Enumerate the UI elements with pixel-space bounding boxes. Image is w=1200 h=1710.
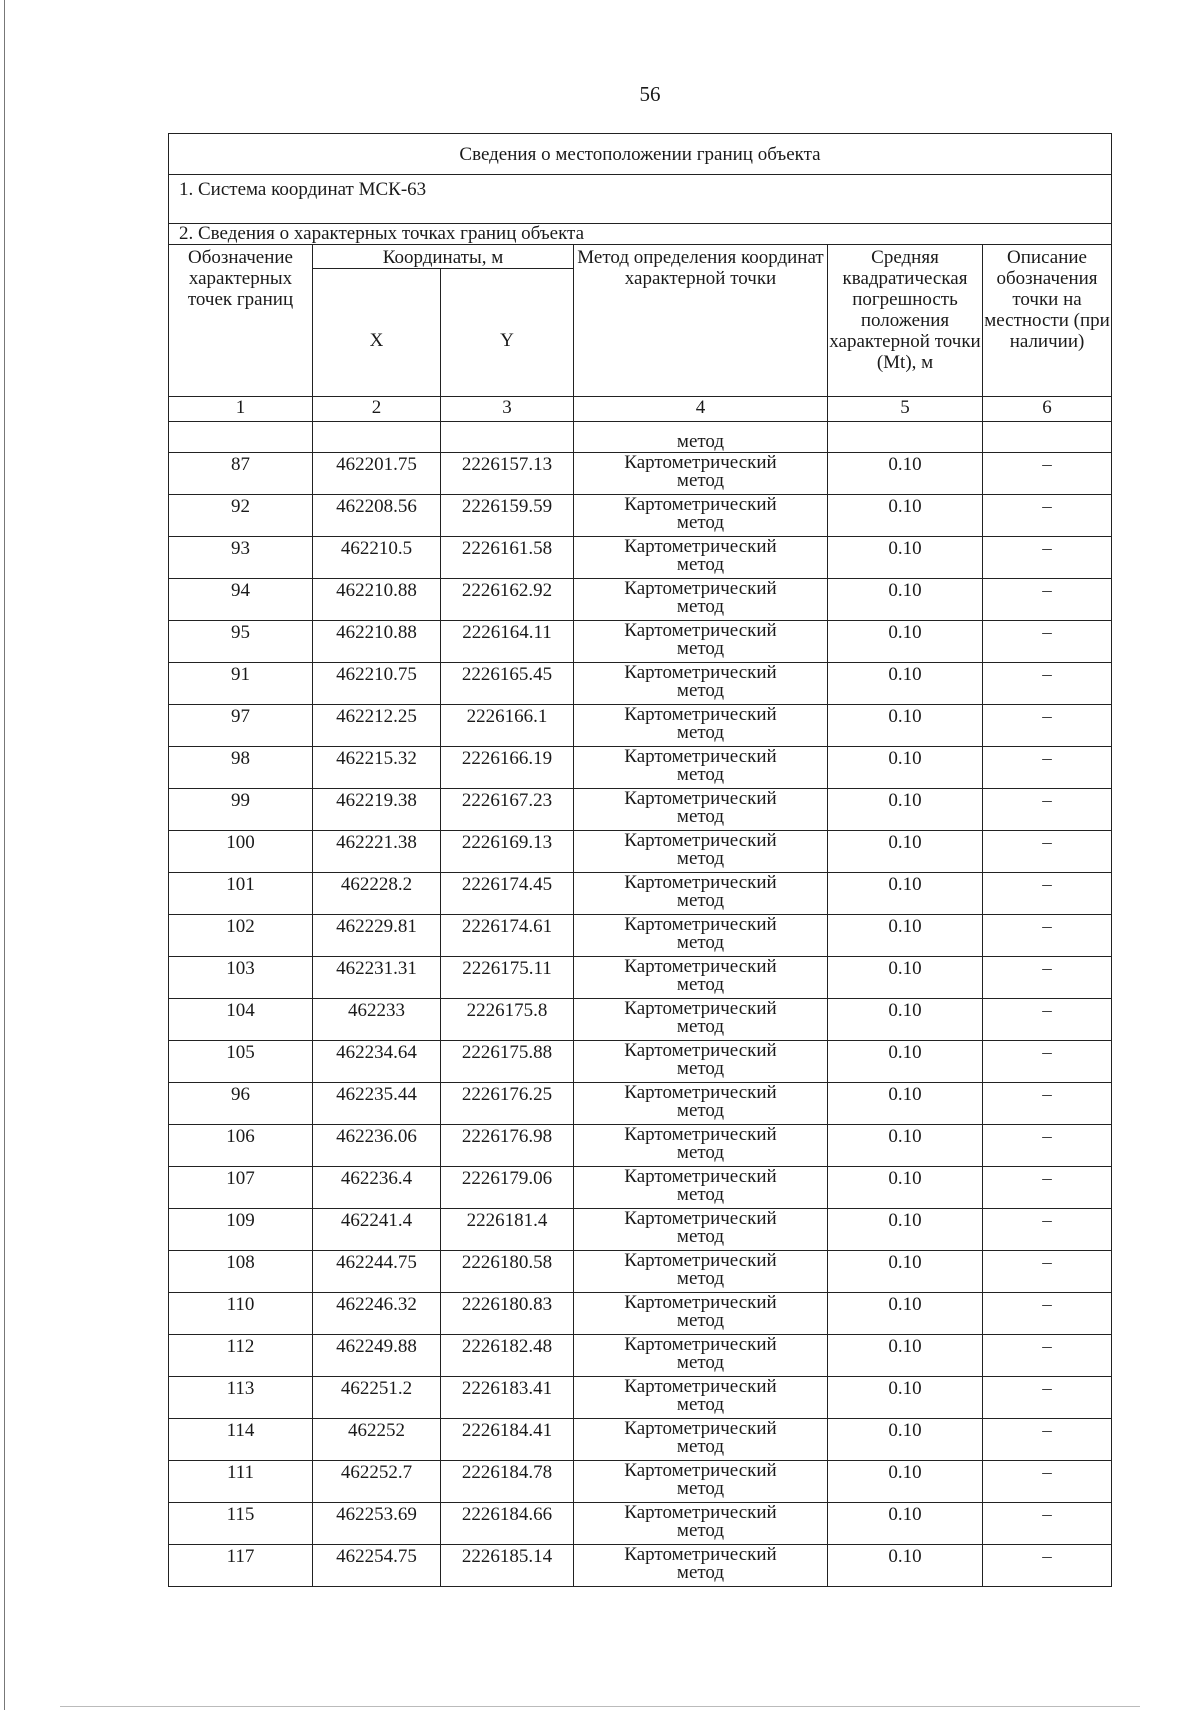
error-cell: 0.10	[828, 1209, 983, 1251]
error-cell: 0.10	[828, 1293, 983, 1335]
description-cell: –	[983, 1293, 1112, 1335]
table-row	[169, 663, 1112, 705]
x-cell: 462221.38	[313, 831, 441, 873]
header-y: Y	[441, 269, 574, 397]
method-cell	[574, 495, 828, 537]
description-cell: –	[983, 1461, 1112, 1503]
y-cell: 2226181.4	[441, 1209, 574, 1251]
error-cell: 0.10	[828, 453, 983, 495]
method-line-2: метод	[676, 1394, 725, 1415]
error-cell: 0.10	[828, 1461, 983, 1503]
method-cell	[574, 1293, 828, 1335]
method-cell	[574, 789, 828, 831]
method-cell	[574, 999, 828, 1041]
description-cell: –	[983, 1041, 1112, 1083]
table-row	[169, 1167, 1112, 1209]
description-cell: –	[983, 915, 1112, 957]
method-line-2: метод	[676, 974, 725, 995]
table-row	[169, 1461, 1112, 1503]
description-cell: –	[983, 495, 1112, 537]
method-cell	[574, 1251, 828, 1293]
header-point-designation: Обозначение характерных точек границ	[169, 245, 313, 397]
y-cell: 2226180.58	[441, 1251, 574, 1293]
table-title: Сведения о местоположении границ объекта	[169, 134, 1112, 175]
method-cell	[574, 537, 828, 579]
point-cell: 117	[169, 1545, 313, 1587]
method-line-2: метод	[676, 1268, 725, 1289]
point-cell: 112	[169, 1335, 313, 1377]
method-line-2: метод	[676, 1436, 725, 1457]
table-row	[169, 873, 1112, 915]
y-cell: 2226174.45	[441, 873, 574, 915]
method-cell	[574, 579, 828, 621]
y-cell: 2226179.06	[441, 1167, 574, 1209]
x-cell: 462210.75	[313, 663, 441, 705]
method-line-1: Картометрический	[624, 578, 777, 599]
description-cell: –	[983, 705, 1112, 747]
point-cell: 108	[169, 1251, 313, 1293]
column-number: 3	[441, 397, 574, 422]
table-row	[169, 1251, 1112, 1293]
description-cell: –	[983, 789, 1112, 831]
point-cell: 93	[169, 537, 313, 579]
y-cell: 2226176.25	[441, 1083, 574, 1125]
method-line-1: Картометрический	[624, 872, 777, 893]
description-cell: –	[983, 1545, 1112, 1587]
method-line-1: Картометрический	[624, 494, 777, 515]
method-cell	[574, 1545, 828, 1587]
method-line-2: метод	[676, 1226, 725, 1247]
y-cell: 2226175.8	[441, 999, 574, 1041]
carryover-method: метод	[574, 422, 828, 453]
method-cell	[574, 1209, 828, 1251]
description-cell: –	[983, 1335, 1112, 1377]
method-cell	[574, 1335, 828, 1377]
y-cell: 2226166.19	[441, 747, 574, 789]
method-line-1: Картометрический	[624, 620, 777, 641]
point-cell: 115	[169, 1503, 313, 1545]
y-cell: 2226175.88	[441, 1041, 574, 1083]
table-row	[169, 1209, 1112, 1251]
description-cell: –	[983, 999, 1112, 1041]
y-cell: 2226184.78	[441, 1461, 574, 1503]
point-cell: 107	[169, 1167, 313, 1209]
error-cell: 0.10	[828, 537, 983, 579]
table-row	[169, 831, 1112, 873]
method-line-1: Картометрический	[624, 1124, 777, 1145]
x-cell: 462215.32	[313, 747, 441, 789]
error-cell: 0.10	[828, 1377, 983, 1419]
point-cell: 103	[169, 957, 313, 999]
point-cell: 110	[169, 1293, 313, 1335]
y-cell: 2226174.61	[441, 915, 574, 957]
point-cell: 104	[169, 999, 313, 1041]
method-line-2: метод	[676, 1352, 725, 1373]
method-line-2: метод	[676, 1016, 725, 1037]
method-line-2: метод	[676, 470, 725, 491]
description-cell: –	[983, 663, 1112, 705]
method-line-2: метод	[676, 1142, 725, 1163]
table-row	[169, 1377, 1112, 1419]
x-cell: 462219.38	[313, 789, 441, 831]
error-cell: 0.10	[828, 1335, 983, 1377]
method-cell	[574, 1167, 828, 1209]
method-cell	[574, 747, 828, 789]
table-row	[169, 621, 1112, 663]
method-cell	[574, 1083, 828, 1125]
point-cell: 92	[169, 495, 313, 537]
method-line-1: Картометрический	[624, 788, 777, 809]
error-cell: 0.10	[828, 915, 983, 957]
point-cell: 113	[169, 1377, 313, 1419]
y-cell: 2226162.92	[441, 579, 574, 621]
table-row	[169, 1545, 1112, 1587]
description-cell: –	[983, 873, 1112, 915]
method-line-1: Картометрический	[624, 1040, 777, 1061]
method-line-2: метод	[676, 1100, 725, 1121]
table-row	[169, 453, 1112, 495]
x-cell: 462208.56	[313, 495, 441, 537]
point-cell: 105	[169, 1041, 313, 1083]
column-number: 4	[574, 397, 828, 422]
error-cell: 0.10	[828, 747, 983, 789]
method-cell	[574, 453, 828, 495]
method-line-2: метод	[676, 848, 725, 869]
x-cell: 462254.75	[313, 1545, 441, 1587]
table-row	[169, 1125, 1112, 1167]
x-cell: 462241.4	[313, 1209, 441, 1251]
x-cell: 462210.88	[313, 621, 441, 663]
empty-cell	[441, 422, 574, 453]
error-cell: 0.10	[828, 789, 983, 831]
column-number: 2	[313, 397, 441, 422]
method-cell	[574, 873, 828, 915]
method-line-2: метод	[676, 1310, 725, 1331]
method-line-1: Картометрический	[624, 1250, 777, 1271]
x-cell: 462252.7	[313, 1461, 441, 1503]
point-cell: 98	[169, 747, 313, 789]
method-line-1: Картометрический	[624, 830, 777, 851]
error-cell: 0.10	[828, 705, 983, 747]
y-cell: 2226164.11	[441, 621, 574, 663]
point-cell: 87	[169, 453, 313, 495]
y-cell: 2226167.23	[441, 789, 574, 831]
error-cell: 0.10	[828, 579, 983, 621]
method-cell	[574, 957, 828, 999]
method-line-1: Картометрический	[624, 1166, 777, 1187]
y-cell: 2226169.13	[441, 831, 574, 873]
description-cell: –	[983, 1167, 1112, 1209]
description-cell: –	[983, 1251, 1112, 1293]
point-cell: 96	[169, 1083, 313, 1125]
x-cell: 462253.69	[313, 1503, 441, 1545]
description-cell: –	[983, 537, 1112, 579]
y-cell: 2226161.58	[441, 537, 574, 579]
point-cell: 102	[169, 915, 313, 957]
method-line-2: метод	[676, 764, 725, 785]
description-cell: –	[983, 453, 1112, 495]
description-cell: –	[983, 1083, 1112, 1125]
method-cell	[574, 663, 828, 705]
error-cell: 0.10	[828, 1041, 983, 1083]
method-line-1: Картометрический	[624, 1544, 777, 1565]
method-line-1: Картометрический	[624, 1376, 777, 1397]
header-method: Метод определения координат характерной точки	[574, 245, 828, 397]
method-line-2: метод	[676, 722, 725, 743]
error-cell: 0.10	[828, 495, 983, 537]
method-cell	[574, 621, 828, 663]
y-cell: 2226184.66	[441, 1503, 574, 1545]
method-line-2: метод	[676, 890, 725, 911]
method-line-1: Картометрический	[624, 1334, 777, 1355]
x-cell: 462212.25	[313, 705, 441, 747]
table-row	[169, 705, 1112, 747]
y-cell: 2226185.14	[441, 1545, 574, 1587]
method-line-2: метод	[676, 596, 725, 617]
table-row	[169, 579, 1112, 621]
error-cell: 0.10	[828, 999, 983, 1041]
point-cell: 94	[169, 579, 313, 621]
method-line-2: метод	[676, 1058, 725, 1079]
x-cell: 462201.75	[313, 453, 441, 495]
empty-cell	[828, 422, 983, 453]
method-cell	[574, 1377, 828, 1419]
x-cell: 462249.88	[313, 1335, 441, 1377]
method-cell	[574, 1461, 828, 1503]
table-row	[169, 495, 1112, 537]
error-cell: 0.10	[828, 1419, 983, 1461]
method-line-1: Картометрический	[624, 1208, 777, 1229]
method-cell	[574, 705, 828, 747]
column-number-row	[169, 397, 1112, 422]
y-cell: 2226165.45	[441, 663, 574, 705]
carryover-row	[169, 422, 1112, 453]
method-line-1: Картометрический	[624, 1082, 777, 1103]
description-cell: –	[983, 579, 1112, 621]
x-cell: 462234.64	[313, 1041, 441, 1083]
method-line-1: Картометрический	[624, 956, 777, 977]
table-row	[169, 957, 1112, 999]
method-line-1: Картометрический	[624, 662, 777, 683]
header-mean-error-text: Средняя квадратическая погрешность положения характерной точки (Mt), м	[829, 247, 981, 373]
table-row	[169, 1419, 1112, 1461]
empty-cell	[983, 422, 1112, 453]
y-cell: 2226180.83	[441, 1293, 574, 1335]
method-cell	[574, 1419, 828, 1461]
description-cell: –	[983, 621, 1112, 663]
column-number: 6	[983, 397, 1112, 422]
table-row	[169, 1041, 1112, 1083]
method-line-1: Картометрический	[624, 536, 777, 557]
error-cell: 0.10	[828, 873, 983, 915]
x-cell: 462231.31	[313, 957, 441, 999]
description-cell: –	[983, 1503, 1112, 1545]
point-cell: 114	[169, 1419, 313, 1461]
table-row	[169, 1293, 1112, 1335]
table-row	[169, 1083, 1112, 1125]
method-line-1: Картометрический	[624, 704, 777, 725]
method-line-1: Картометрический	[624, 1460, 777, 1481]
y-cell: 2226166.1	[441, 705, 574, 747]
method-line-1: Картометрический	[624, 1292, 777, 1313]
table-row	[169, 1335, 1112, 1377]
empty-cell	[313, 422, 441, 453]
x-cell: 462233	[313, 999, 441, 1041]
method-cell	[574, 1041, 828, 1083]
y-cell: 2226182.48	[441, 1335, 574, 1377]
method-line-2: метод	[676, 512, 725, 533]
table-row	[169, 789, 1112, 831]
header-coordinates: Координаты, м	[313, 245, 574, 269]
error-cell: 0.10	[828, 831, 983, 873]
error-cell: 0.10	[828, 1167, 983, 1209]
description-cell: –	[983, 1419, 1112, 1461]
page-number: 56	[639, 82, 661, 106]
scan-edge-bottom	[60, 1706, 1140, 1707]
y-cell: 2226183.41	[441, 1377, 574, 1419]
table-row	[169, 747, 1112, 789]
y-cell: 2226157.13	[441, 453, 574, 495]
point-cell: 100	[169, 831, 313, 873]
method-line-1: Картометрический	[624, 1418, 777, 1439]
table-row	[169, 537, 1112, 579]
method-line-2: метод	[676, 932, 725, 953]
method-line-2: метод	[676, 1478, 725, 1499]
error-cell: 0.10	[828, 621, 983, 663]
y-cell: 2226159.59	[441, 495, 574, 537]
point-cell: 111	[169, 1461, 313, 1503]
method-line-1: Картометрический	[624, 452, 777, 473]
method-line-2: метод	[676, 638, 725, 659]
point-cell: 95	[169, 621, 313, 663]
column-number: 1	[169, 397, 313, 422]
method-line-1: Картометрический	[624, 1502, 777, 1523]
point-cell: 97	[169, 705, 313, 747]
x-cell: 462228.2	[313, 873, 441, 915]
coordinate-system: 1. Система координат МСК-63	[169, 175, 1112, 224]
error-cell: 0.10	[828, 1545, 983, 1587]
method-cell	[574, 915, 828, 957]
x-cell: 462229.81	[313, 915, 441, 957]
empty-cell	[169, 422, 313, 453]
method-cell	[574, 831, 828, 873]
error-cell: 0.10	[828, 1503, 983, 1545]
x-cell: 462210.88	[313, 579, 441, 621]
point-cell: 106	[169, 1125, 313, 1167]
method-line-2: метод	[676, 1562, 725, 1583]
y-cell: 2226176.98	[441, 1125, 574, 1167]
error-cell: 0.10	[828, 663, 983, 705]
method-line-1: Картометрический	[624, 998, 777, 1019]
x-cell: 462252	[313, 1419, 441, 1461]
description-cell: –	[983, 747, 1112, 789]
method-cell	[574, 1125, 828, 1167]
error-cell: 0.10	[828, 1125, 983, 1167]
point-cell: 91	[169, 663, 313, 705]
x-cell: 462236.06	[313, 1125, 441, 1167]
description-cell: –	[983, 957, 1112, 999]
point-cell: 101	[169, 873, 313, 915]
description-cell: –	[983, 831, 1112, 873]
description-cell: –	[983, 1377, 1112, 1419]
method-line-2: метод	[676, 680, 725, 701]
method-cell	[574, 1503, 828, 1545]
point-cell: 109	[169, 1209, 313, 1251]
error-cell: 0.10	[828, 1083, 983, 1125]
error-cell: 0.10	[828, 957, 983, 999]
description-cell: –	[983, 1209, 1112, 1251]
header-description: Описание обозначения точки на местности (при наличии)	[983, 245, 1112, 397]
x-cell: 462235.44	[313, 1083, 441, 1125]
y-cell: 2226175.11	[441, 957, 574, 999]
table-row	[169, 915, 1112, 957]
column-number: 5	[828, 397, 983, 422]
header-x: X	[313, 269, 441, 397]
method-line-2: метод	[676, 554, 725, 575]
x-cell: 462251.2	[313, 1377, 441, 1419]
method-line-2: метод	[676, 1184, 725, 1205]
error-cell: 0.10	[828, 1251, 983, 1293]
method-line-1: Картометрический	[624, 746, 777, 767]
method-line-1: Картометрический	[624, 914, 777, 935]
table-row	[169, 1503, 1112, 1545]
method-line-2: метод	[676, 806, 725, 827]
method-line-2: метод	[676, 1520, 725, 1541]
scan-edge-left	[4, 0, 5, 1710]
table-row	[169, 999, 1112, 1041]
boundary-points-table	[168, 133, 1112, 1587]
x-cell: 462236.4	[313, 1167, 441, 1209]
points-section-title: 2. Сведения о характерных точках границ объекта	[169, 224, 1112, 245]
description-cell: –	[983, 1125, 1112, 1167]
x-cell: 462244.75	[313, 1251, 441, 1293]
table-body	[169, 453, 1112, 1587]
point-cell: 99	[169, 789, 313, 831]
y-cell: 2226184.41	[441, 1419, 574, 1461]
x-cell: 462210.5	[313, 537, 441, 579]
header-mean-error	[828, 245, 983, 397]
x-cell: 462246.32	[313, 1293, 441, 1335]
